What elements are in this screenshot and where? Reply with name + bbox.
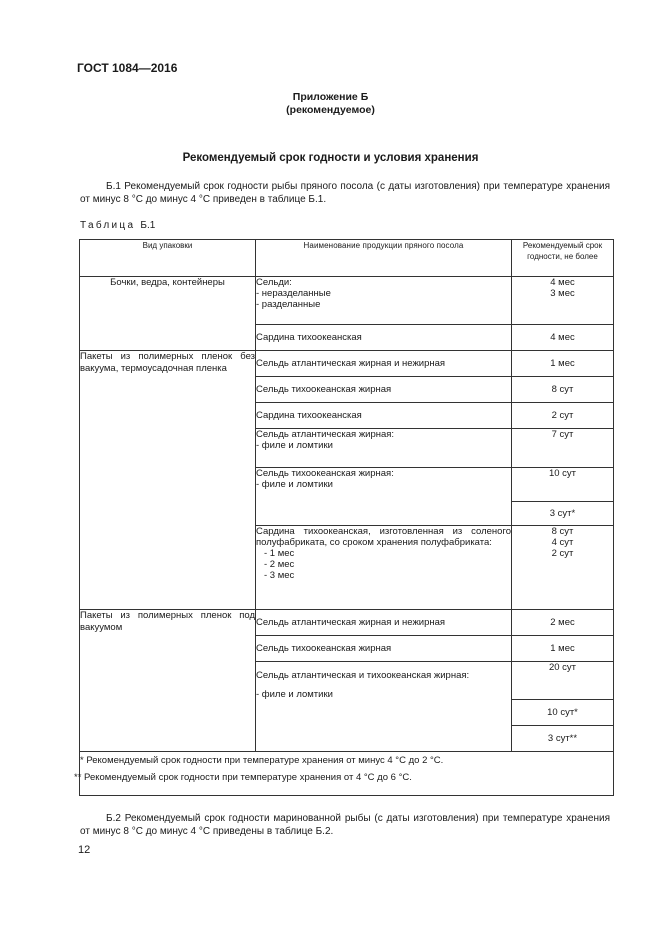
period-cell: 3 сут** [512, 726, 614, 752]
product-item: - филе и ломтики [256, 440, 333, 451]
period-cell: 1 мес [512, 636, 614, 662]
period-value: 8 сут [551, 526, 574, 537]
product-cell: Сельдь атлантическая жирная и нежирная [256, 610, 512, 636]
product-cell: Сардина тихоокеанская [256, 325, 512, 351]
product-cell [256, 662, 512, 752]
product-item: - разделанные [256, 299, 321, 310]
period-cell [512, 526, 614, 610]
product-cell [256, 468, 512, 526]
product-cell: Сельдь атлантическая жирная и нежирная [256, 351, 512, 377]
table-footnotes-row [80, 752, 614, 796]
period-cell: 20 сут [512, 662, 614, 700]
table-caption-number: Б.1 [140, 220, 156, 231]
header-packaging: Вид упаковки [80, 240, 256, 277]
product-cell [256, 429, 512, 468]
table-header-row [80, 240, 614, 277]
period-cell: 7 сут [512, 429, 614, 468]
table-row [80, 277, 614, 325]
product-item: - филе и ломтики [256, 689, 333, 700]
period-cell: 1 мес [512, 351, 614, 377]
footnote: * Рекомендуемый срок годности при температуре хранения от минус 4 °С до 2 °С. [80, 755, 444, 766]
product-cell: Сельдь тихоокеанская жирная [256, 377, 512, 403]
table-row [80, 351, 614, 377]
product-title: Сельдь тихоокеанская жирная: [256, 468, 394, 479]
table-row [80, 610, 614, 636]
shelf-life-table [74, 239, 614, 796]
product-cell: Сардина тихоокеанская [256, 403, 512, 429]
period-value: 2 сут [551, 548, 574, 559]
footnote: ** Рекомендуемый срок годности при температуре хранения от 4 °С до 6 °С. [74, 772, 412, 783]
period-cell: 2 сут [512, 403, 614, 429]
packaging-text: Пакеты из полимерных пленок под вакуумом [80, 610, 255, 633]
appendix-title: Приложение Б [292, 91, 369, 103]
product-title: Сельдь атлантическая жирная: [256, 429, 395, 440]
table-caption-word: Таблица [80, 220, 136, 231]
product-item: - филе и ломтики [256, 479, 333, 490]
page-number: 12 [78, 844, 91, 856]
product-item: - 1 мес [264, 548, 295, 559]
paragraph-b1: Б.1 Рекомендуемый срок годности рыбы пряного посола (с даты изготовления) при температуре хранения от минус 8 °С до минус 4 °С приведен в таблице Б.1. [80, 181, 610, 205]
product-title: Сельдь атлантическая и тихоокеанская жирная: [256, 670, 470, 681]
period-cell: 4 мес [512, 325, 614, 351]
packaging-cell: Бочки, ведра, контейнеры [80, 277, 256, 351]
period-cell: 8 сут [512, 377, 614, 403]
paragraph-b2: Б.2 Рекомендуемый срок годности маринованной рыбы (с даты изготовления) при температуре хранения от минус 8 °С до минус 4 °С приведены в таблице Б.2. [80, 813, 610, 837]
product-item: - 3 мес [264, 570, 295, 581]
period-value: 3 мес [550, 288, 575, 299]
period-cell: 3 сут* [512, 502, 614, 526]
product-cell: Сельдь тихоокеанская жирная [256, 636, 512, 662]
table-caption [80, 220, 155, 231]
period-cell: 2 мес [512, 610, 614, 636]
header-period: Рекомендуемый срок годности, не более [512, 240, 614, 277]
product-cell [256, 526, 512, 610]
header-product: Наименование продукции пряного посола [256, 240, 512, 277]
product-item: - неразделанные [256, 288, 331, 299]
footnotes-cell [74, 752, 614, 796]
packaging-cell [80, 610, 256, 752]
packaging-cell [80, 351, 256, 610]
appendix-subtitle: (рекомендуемое) [286, 104, 375, 116]
period-value: 4 сут [551, 537, 574, 548]
section-title: Рекомендуемый срок годности и условия хранения [182, 152, 479, 164]
standard-code: ГОСТ 1084—2016 [77, 61, 178, 75]
product-title: Сардина тихоокеанская, изготовленная из соленого полуфабриката, со сроком хранения полуфабриката: [256, 526, 511, 548]
product-cell [256, 277, 512, 325]
product-item: - 2 мес [264, 559, 295, 570]
period-cell: 10 сут [512, 468, 614, 502]
period-value: 4 мес [550, 277, 575, 288]
packaging-text: Пакеты из полимерных пленок без вакуума, термоусадочная пленка [80, 351, 255, 374]
period-cell [512, 277, 614, 325]
product-title: Сельди: [256, 277, 292, 288]
period-cell: 10 сут* [512, 700, 614, 726]
